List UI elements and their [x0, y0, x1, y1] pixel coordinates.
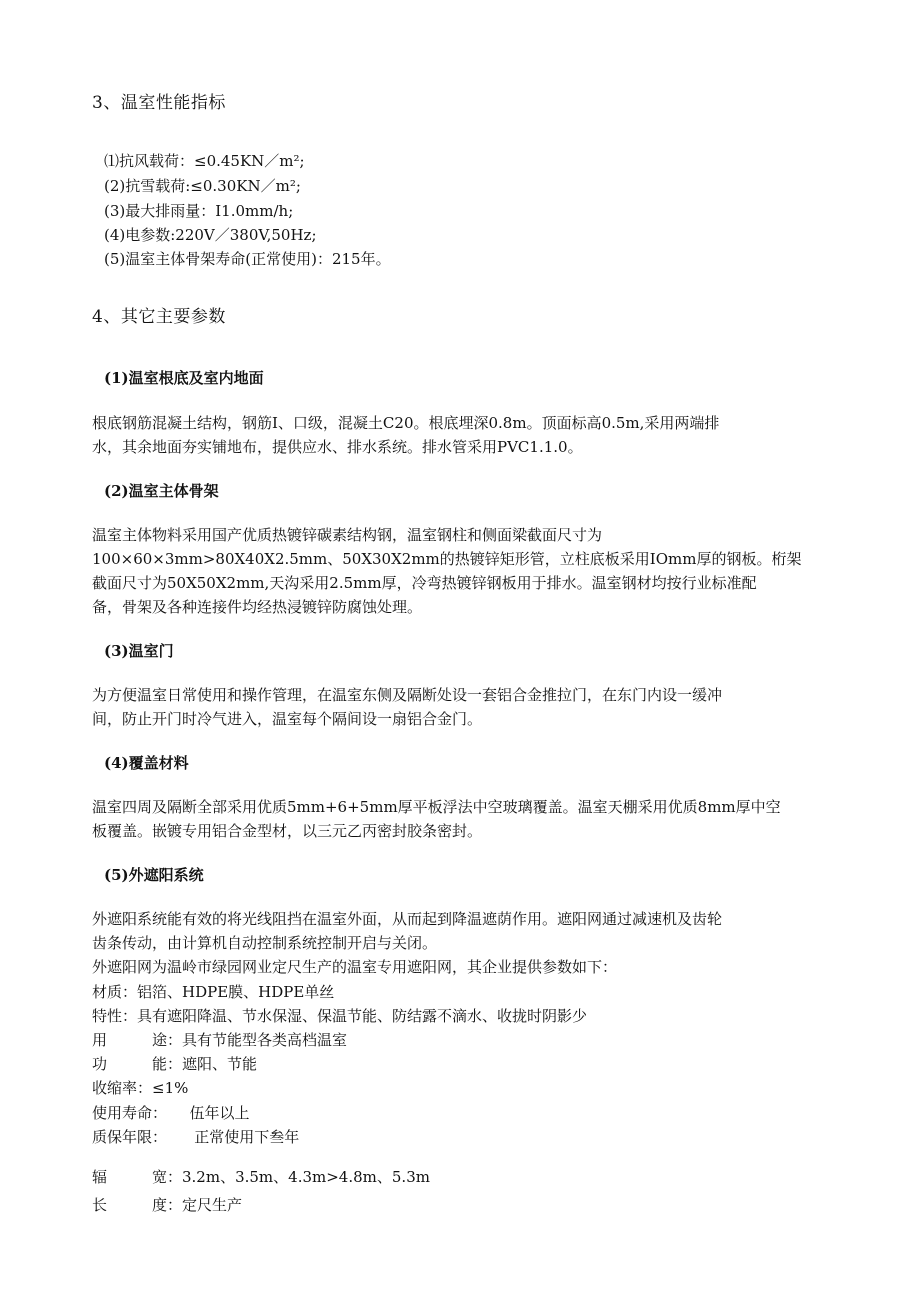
paragraph-line: 为方便温室日常使用和操作管理，在温室东侧及隔断处设一套铝合金推拉门，在东门内设一缓冲 — [92, 686, 723, 704]
spec-line-shrinkage: 收缩率：≤1% — [92, 1079, 189, 1097]
paragraph-line: 备，骨架及各种连接件均经热浸镀锌防腐蚀处理。 — [92, 598, 423, 616]
paragraph-line: 温室四周及隔断全部采用优质5mm+6+5mm厚平板浮法中空玻璃覆盖。温室天棚采用优质8mm厚中空 — [92, 798, 781, 816]
spec-line-length: 长 度：定尺生产 — [92, 1196, 243, 1214]
section-4-title: 4、其它主要参数 — [92, 307, 226, 327]
section-3-title: 3、温室性能指标 — [92, 93, 226, 113]
performance-item-1: ⑴抗风载荷：≤0.45KN／m²; — [104, 152, 305, 170]
spec-line-usage: 用 途：具有节能型各类高档温室 — [92, 1031, 348, 1049]
paragraph-line: 截面尺寸为50X50X2mm,天沟采用2.5mm厚，冷弯热镀锌钢板用于排水。温室钢材均按行业标准配 — [92, 574, 757, 592]
paragraph-line: 外遮阳系统能有效的将光线阻挡在温室外面，从而起到降温遮荫作用。遮阳网通过减速机及齿轮 — [92, 910, 723, 928]
paragraph-line: 根底钢筋混凝土结构，钢筋I、口级，混凝土C20。根底埋深0.8m。顶面标高0.5m,采用两端排 — [92, 414, 720, 432]
paragraph-line: 水，其余地面夯实铺地布，提供应水、排水系统。排水管采用PVC1.1.0。 — [92, 438, 583, 456]
subsection-3-title: (3)温室门 — [104, 642, 174, 660]
spec-line-material: 材质：铝箔、HDPE膜、HDPE单丝 — [92, 983, 335, 1001]
subsection-4-title: (4)覆盖材料 — [104, 754, 189, 772]
subsection-2-title: (2)温室主体骨架 — [104, 482, 219, 500]
spec-line-features: 特性：具有遮阳降温、节水保湿、保温节能、防结露不滴水、收拢时阴影少 — [92, 1007, 588, 1025]
paragraph-line: 齿条传动，由计算机自动控制系统控制开启与关闭。 — [92, 934, 438, 952]
performance-item-5: (5)温室主体骨架寿命(正常使用)：215年。 — [104, 250, 391, 268]
performance-item-3: (3)最大排雨量：I1.0mm/h; — [104, 202, 294, 220]
paragraph-line: 板覆盖。嵌镀专用铝合金型材，以三元乙丙密封胶条密封。 — [92, 822, 483, 840]
spec-line-service-life: 使用寿命： 伍年以上 — [92, 1104, 250, 1122]
performance-item-4: (4)电参数:220V／380V,50Hz; — [104, 226, 317, 244]
subsection-1-title: (1)温室根底及室内地面 — [104, 369, 264, 387]
paragraph-line: 温室主体物料采用国产优质热镀锌碳素结构钢，温室钢柱和侧面梁截面尺寸为 — [92, 526, 603, 544]
spec-line-warranty: 质保年限： 正常使用下叁年 — [92, 1128, 300, 1146]
subsection-5-title: (5)外遮阳系统 — [104, 866, 204, 884]
spec-line-function: 功 能：遮阳、节能 — [92, 1055, 258, 1073]
spec-line-width: 辐 宽：3.2m、3.5m、4.3m>4.8m、5.3m — [92, 1168, 430, 1186]
paragraph-line: 100×60×3mm>80X40X2.5mm、50X30X2mm的热镀锌矩形管，立柱底板采用IOmm厚的钢板。桁架 — [92, 550, 802, 568]
paragraph-line: 外遮阳网为温岭市绿园网业定尺生产的温室专用遮阳网，其企业提供参数如下： — [92, 958, 618, 976]
performance-item-2: (2)抗雪载荷:≤0.30KN／m²; — [104, 177, 301, 195]
paragraph-line: 间，防止开门时冷气进入，温室每个隔间设一扇铝合金门。 — [92, 710, 483, 728]
